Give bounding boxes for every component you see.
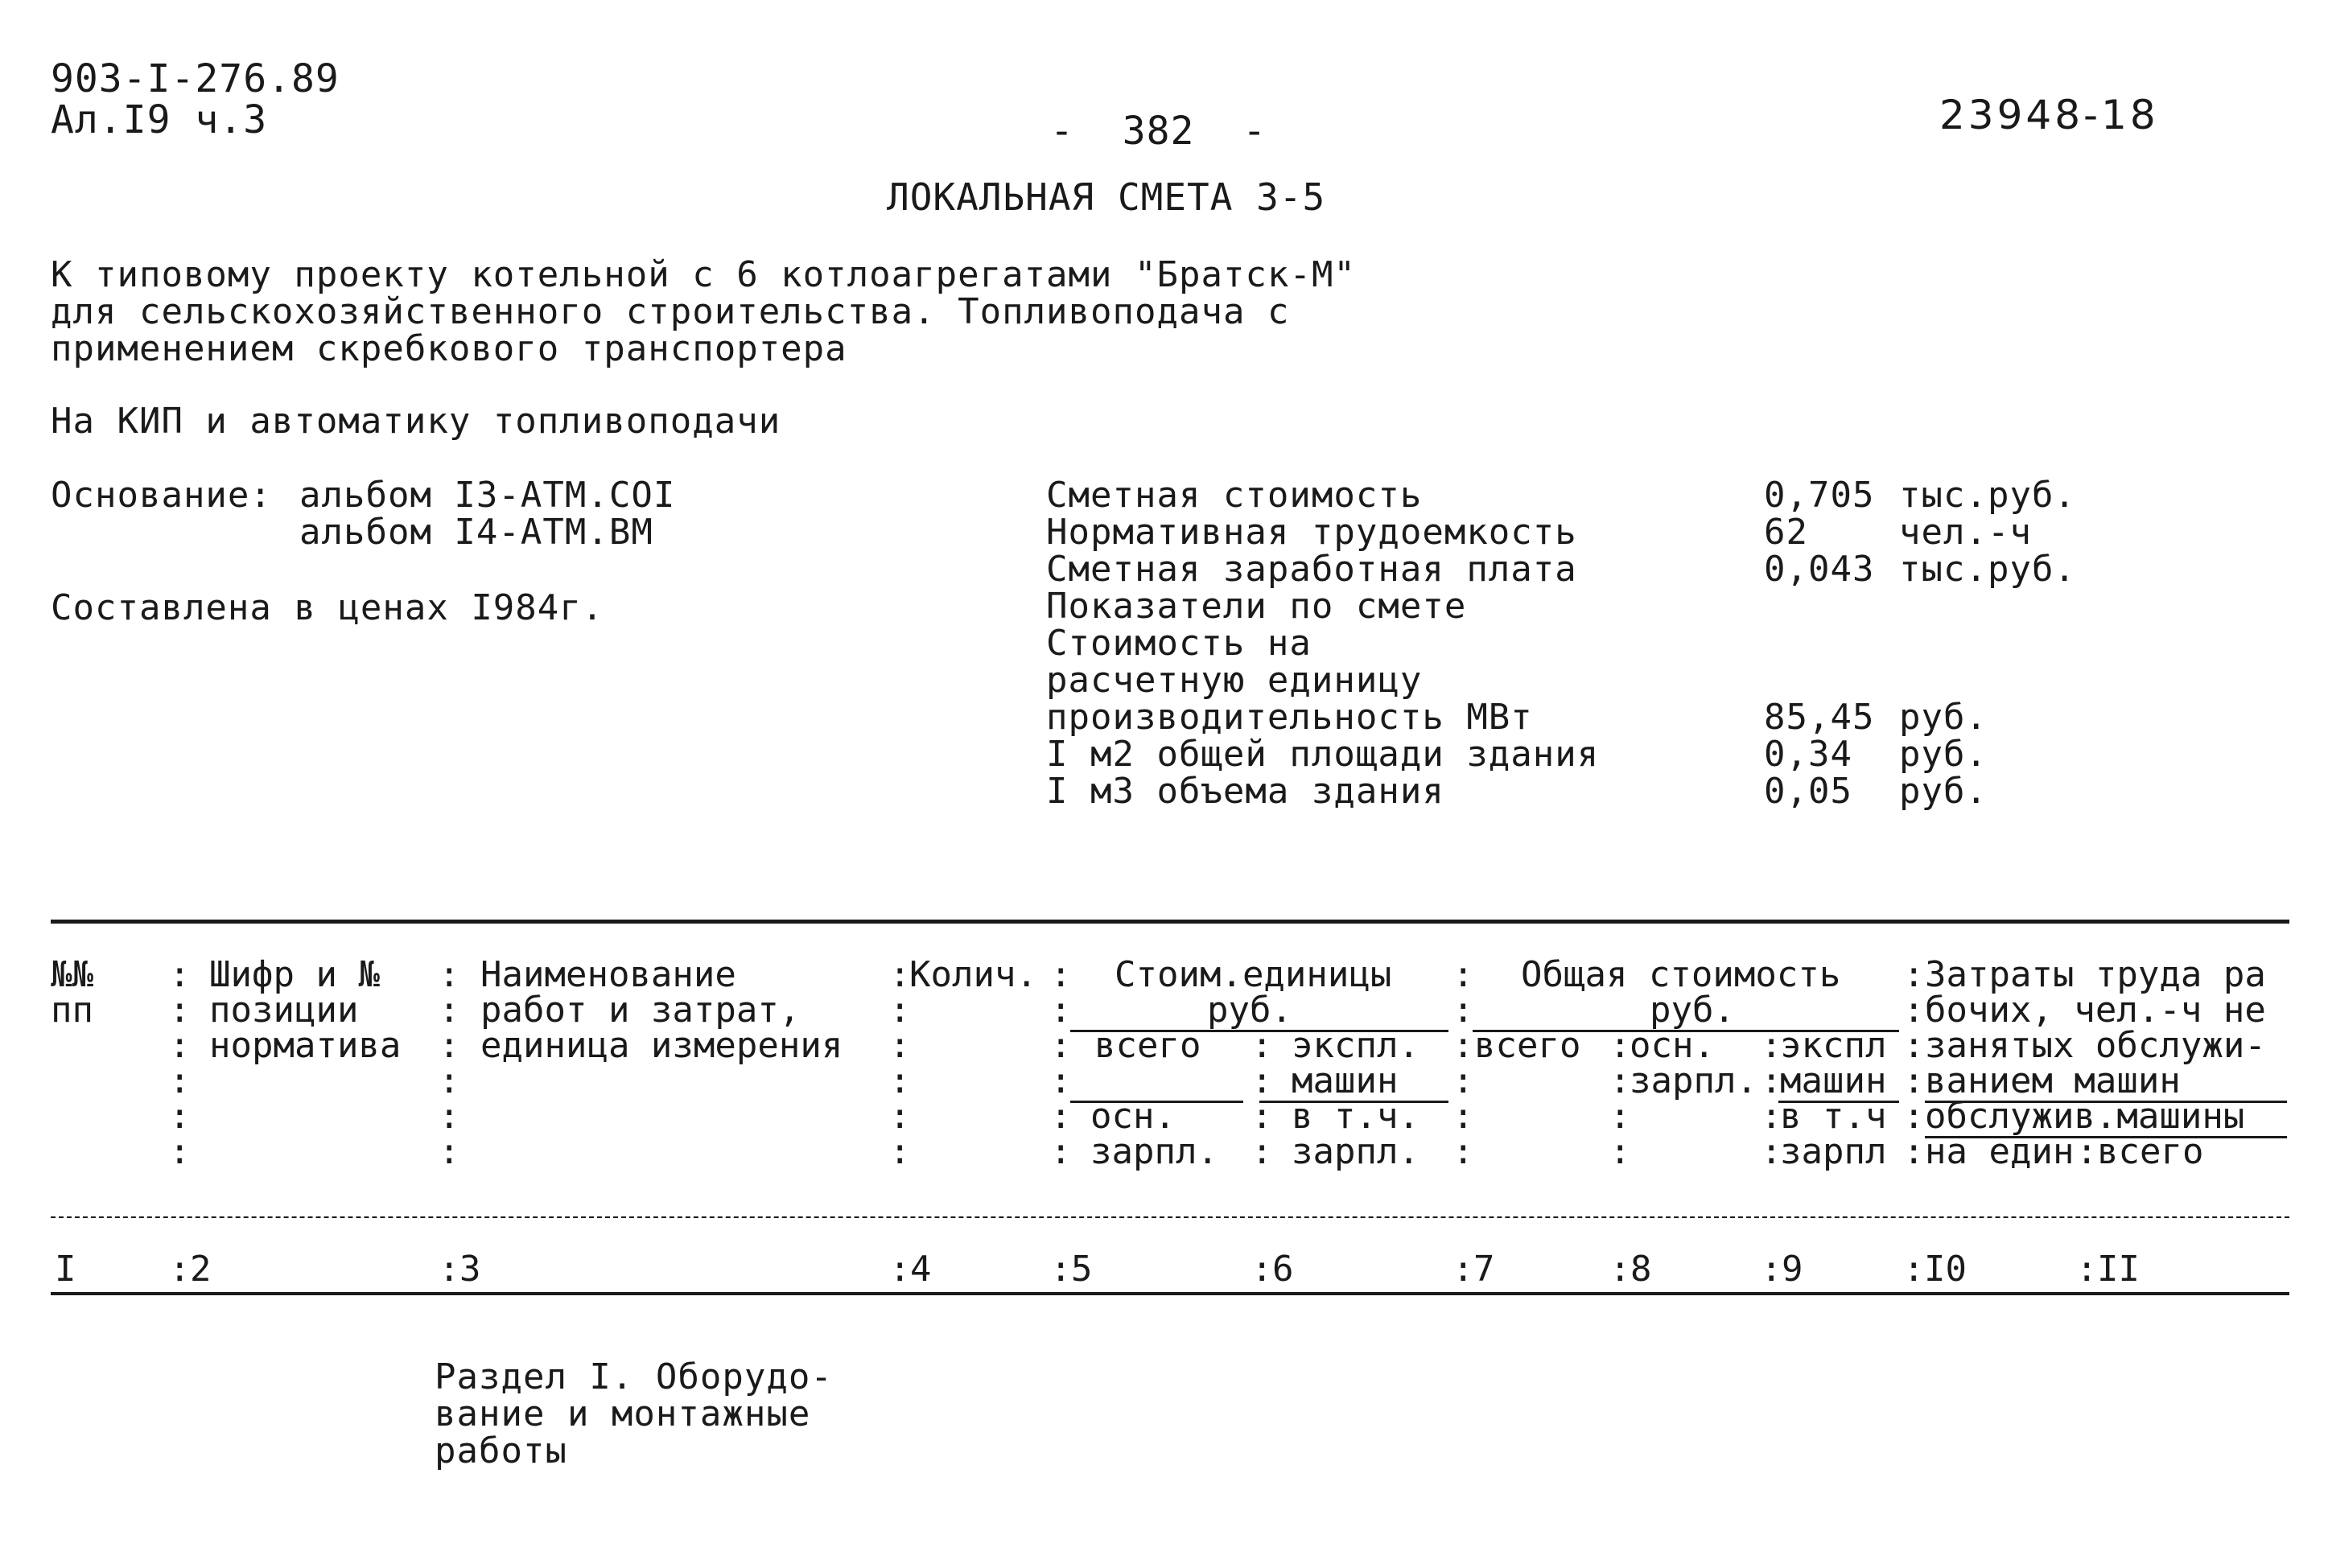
col-number-header: пп [51,990,93,1031]
column-number: 6 [1272,1249,1294,1290]
summary-value: 0,34 [1764,734,1852,775]
column-number: I0 [1924,1249,1967,1290]
column-separator: : : : : [1761,1025,1782,1172]
column-number: 5 [1071,1249,1093,1290]
col5-header: зарпл. [1090,1131,1218,1172]
handwritten-stamp: 23948-18 [1939,92,2159,138]
col-labor-header: ванием машин [1925,1060,2181,1101]
col6-header: экспл. [1292,1025,1419,1066]
col-labor-header: Затраты труда ра [1925,954,2266,995]
col6-header: в т.ч. [1292,1096,1419,1137]
column-separator: : [1251,1249,1273,1290]
col9-header: зарпл [1780,1131,1887,1172]
column-separator: : [1609,1249,1631,1290]
summary-unit: руб. [1899,771,1988,812]
col-total-cost-unit: руб. [1650,990,1735,1031]
summary-label: Сметная заработная плата [1046,549,1577,590]
col-labor-header: всего [2097,1131,2204,1172]
header-bottom-rule [51,1216,2289,1220]
summary-unit: руб. [1899,697,1988,738]
column-number: 7 [1473,1249,1495,1290]
col-name-header: Наименование [480,954,736,995]
summary-label: производительность МВт [1046,697,1533,738]
summary-label: Стоимость на [1046,623,1312,664]
col7-header: всего [1474,1025,1581,1066]
col6-header: зарпл. [1292,1131,1419,1172]
summary-unit: тыс.руб. [1899,549,2076,590]
summary-unit: чел.-ч [1899,512,2032,553]
summary-label: I м2 общей площади здания [1046,734,1600,775]
col-name-header: работ и затрат, [480,990,801,1031]
summary-value: 62 [1764,512,1808,553]
column-separator: : : : : : : [169,954,191,1172]
column-separator: : [439,1249,460,1290]
col9-header: экспл [1780,1025,1887,1066]
table-top-rule [51,920,2289,924]
col-labor-header: занятых обслужи- [1925,1025,2266,1066]
col8-header: зарпл. [1630,1060,1757,1101]
summary-label: Нормативная трудоемкость [1046,512,1577,553]
column-separator: : [1761,1249,1782,1290]
column-separator: : [1050,1249,1072,1290]
col-labor-header: бочих, чел.-ч не [1925,990,2266,1031]
col-name-header: единица измерения [480,1025,843,1066]
column-number: 8 [1630,1249,1652,1290]
basis-item-2: альбом I4-ATM.BM [299,512,653,553]
column-separator: : [2076,1131,2098,1172]
album-reference: Ал.I9 ч.3 [51,97,268,142]
summary-value: 0,705 [1764,475,1875,516]
summary-unit: руб. [1899,734,1988,775]
intro-line-2: для сельскохозяйственного строительства. Топливоподача с [51,291,1290,332]
price-basis: Составлена в ценах I984г. [51,587,604,628]
summary-label: Сметная стоимость [1046,475,1423,516]
column-number: 2 [190,1249,212,1290]
basis-item-1: альбом I3-ATM.COI [299,475,676,516]
col-unit-cost-header: Стоим.единицы [1115,954,1392,995]
summary-value: 0,05 [1764,771,1852,812]
section-heading: работы [435,1430,567,1471]
col-labor-header: на един [1925,1131,2075,1172]
page-title: ЛОКАЛЬНАЯ СМЕТА 3-5 [887,175,1326,219]
col-labor-header: обслужив.машины [1925,1096,2245,1137]
col5-header: всего [1094,1025,1201,1066]
column-number: II [2097,1249,2140,1290]
col-total-cost-header: Общая стоимость [1521,954,1841,995]
page-number: - 382 - [1050,109,1267,154]
column-separator: : [2076,1249,2098,1290]
col9-header: в т.ч [1780,1096,1887,1137]
section-heading: вание и монтажные [435,1393,811,1434]
col5-header: осн. [1090,1096,1176,1137]
summary-unit: тыс.руб. [1899,475,2076,516]
col-code-header: позиции [209,990,359,1031]
column-separator: : : : : : : [1903,954,1925,1172]
column-separator: : [169,1249,191,1290]
summary-label: Показатели по смете [1046,586,1467,627]
col-unit-cost-unit: руб. [1207,990,1292,1031]
basis-label: Основание: [51,475,272,516]
column-separator: : : : : : : [1050,954,1072,1172]
col-number-header: №№ [51,954,93,995]
column-separator: : : : : [1609,1025,1631,1172]
summary-value: 85,45 [1764,697,1875,738]
column-number: 9 [1782,1249,1803,1290]
col-code-header: Шифр и № [209,954,380,995]
summary-label: I м3 объема здания [1046,771,1444,812]
col-code-header: норматива [209,1025,402,1066]
column-number: 3 [459,1249,481,1290]
summary-label: расчетную единицу [1046,660,1423,701]
column-number: 4 [910,1249,932,1290]
summary-value: 0,043 [1764,549,1875,590]
column-separator: : : : : [1251,1025,1273,1172]
estimate-subject: На КИП и автоматику топливоподачи [51,401,781,442]
col-quantity-header: Колич. [909,954,1037,995]
column-number: I [55,1249,76,1290]
col6-header: машин [1292,1060,1399,1101]
column-separator: : : : : : : [889,954,911,1172]
intro-line-1: К типовому проекту котельной с 6 котлоагрегатами "Братск-М" [51,254,1356,295]
column-numbers-rule [51,1292,2289,1295]
column-separator: : : : : : : [439,954,460,1172]
col9-header: машин [1780,1060,1887,1101]
col8-header: осн. [1630,1025,1715,1066]
column-separator: : [1903,1249,1925,1290]
intro-line-3: применением скребкового транспортера [51,328,847,369]
column-separator: : [889,1249,911,1290]
column-separator: : [1452,1249,1474,1290]
document-code: 903-I-276.89 [51,56,340,101]
section-heading: Раздел I. Оборудо- [435,1356,833,1397]
column-separator: : : : : : : [1452,954,1474,1172]
